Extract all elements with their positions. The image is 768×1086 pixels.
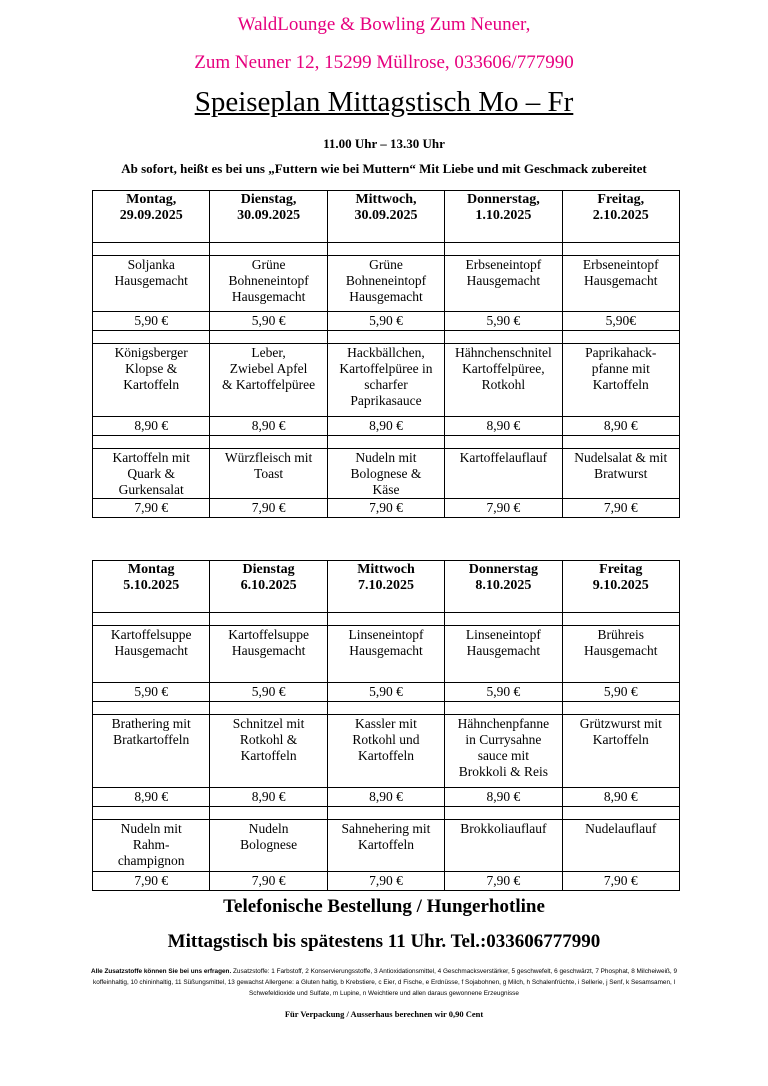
dish-row: [93, 344, 680, 417]
dish-line: Kartoffeln: [592, 377, 649, 392]
dish-line: Kartoffelpüree,: [462, 361, 545, 376]
dish-line: Nudelsalat & mit: [574, 450, 668, 465]
dish-cell: [93, 344, 210, 417]
day-date: 30.09.2025: [354, 208, 418, 223]
dish-line: Paprikasauce: [350, 393, 422, 408]
intro-text: Ab sofort, heißt es bei uns „Futtern wie bei Muttern“ Mit Liebe und mit Geschmack zubereitet: [121, 161, 647, 176]
dish-line: Würzfleisch mit: [224, 450, 313, 465]
dish-line: Hausgemacht: [349, 643, 423, 658]
spacer-row: [93, 436, 680, 449]
dish-line: Hähnchenschnitel: [455, 345, 552, 360]
spacer-cell: [210, 243, 327, 256]
dish-line: Hausgemacht: [114, 273, 188, 288]
price-cell: 8,90 €: [445, 417, 562, 436]
dish-row: [93, 256, 680, 312]
day-header-cell: [93, 561, 210, 613]
price-cell: 7,90 €: [93, 872, 210, 891]
spacer-cell: [562, 331, 679, 344]
dish-line: Kartoffeln: [357, 748, 414, 763]
spacer-cell: [210, 807, 327, 820]
day-date: 9.10.2025: [592, 578, 649, 593]
dish-cell: [327, 344, 444, 417]
restaurant-name: WaldLounge & Bowling Zum Neuner,: [237, 14, 531, 35]
price-cell: 8,90 €: [327, 417, 444, 436]
dish-cell: [210, 715, 327, 788]
day-date: 30.09.2025: [237, 208, 301, 223]
spacer-cell: [210, 331, 327, 344]
dish-cell: [327, 256, 444, 312]
day-header-cell: [210, 191, 327, 243]
price-row: [93, 499, 680, 518]
day-date: 5.10.2025: [123, 578, 180, 593]
price-cell: 5,90€: [562, 312, 679, 331]
spacer-cell: [445, 243, 562, 256]
dish-line: Nudelauflauf: [585, 821, 657, 836]
day-name: Montag,: [126, 192, 177, 207]
day-header-row: [93, 191, 680, 243]
day-header-cell: [562, 561, 679, 613]
spacer-row: [93, 807, 680, 820]
dish-row: [93, 449, 680, 499]
spacer-row: [93, 613, 680, 626]
price-row: [93, 417, 680, 436]
spacer-cell: [210, 613, 327, 626]
dish-line: Hausgemacht: [231, 643, 306, 658]
dish-line: Käse: [372, 482, 400, 497]
dish-line: champignon: [117, 853, 185, 868]
dish-line: Linseneintopf: [348, 627, 424, 642]
dish-line: scharfer: [364, 377, 408, 392]
dish-line: Hausgemacht: [231, 289, 306, 304]
dish-cell: [562, 820, 679, 872]
day-name: Dienstag: [242, 562, 295, 577]
dish-line: Rotkohl und: [352, 732, 420, 747]
dish-line: Grüne: [251, 257, 286, 272]
dish-cell: [210, 256, 327, 312]
dish-cell: [93, 626, 210, 683]
day-date: 7.10.2025: [357, 578, 414, 593]
dish-line: Brathering mit: [111, 716, 191, 731]
dish-line: Grützwurst mit: [579, 716, 662, 731]
spacer-cell: [562, 807, 679, 820]
price-cell: 7,90 €: [445, 872, 562, 891]
dish-line: Rahm-: [132, 837, 170, 852]
spacer-cell: [445, 613, 562, 626]
spacer-cell: [327, 436, 444, 449]
price-cell: 8,90 €: [562, 788, 679, 807]
day-date: 2.10.2025: [592, 208, 649, 223]
spacer-cell: [93, 436, 210, 449]
price-cell: 7,90 €: [562, 872, 679, 891]
dish-line: Bohneneintopf: [228, 273, 309, 288]
dish-cell: [562, 715, 679, 788]
dish-line: Brühreis: [597, 627, 645, 642]
dish-line: Sahnehering mit: [341, 821, 431, 836]
dish-line: Bratwurst: [594, 466, 648, 481]
price-cell: 8,90 €: [93, 417, 210, 436]
dish-row: [93, 626, 680, 683]
price-cell: 5,90 €: [562, 683, 679, 702]
spacer-cell: [562, 613, 679, 626]
packaging-note: Für Verpackung / Ausserhaus berechnen wir 0,90 Cent: [284, 1009, 484, 1019]
dish-line: Bolognese &: [350, 466, 422, 481]
dish-cell: [327, 626, 444, 683]
day-name: Donnerstag,: [467, 192, 540, 207]
price-cell: 7,90 €: [210, 499, 327, 518]
price-cell: 8,90 €: [93, 788, 210, 807]
dish-line: Paprikahack-: [585, 345, 657, 360]
price-cell: 5,90 €: [210, 683, 327, 702]
dish-line: Hausgemacht: [349, 289, 423, 304]
dish-line: Toast: [254, 466, 284, 481]
dish-line: Kartoffeln: [357, 837, 414, 852]
day-name: Freitag: [599, 562, 643, 577]
spacer-cell: [93, 702, 210, 715]
spacer-cell: [327, 702, 444, 715]
spacer-cell: [562, 702, 679, 715]
dish-line: Kartoffelauflauf: [459, 450, 548, 465]
price-row: [93, 683, 680, 702]
price-cell: 8,90 €: [445, 788, 562, 807]
dish-line: Rotkohl: [481, 377, 526, 392]
dish-line: Nudeln mit: [355, 450, 417, 465]
dish-line: Hausgemacht: [584, 273, 658, 288]
dish-cell: [562, 626, 679, 683]
day-name: Montag: [127, 562, 175, 577]
spacer-cell: [93, 613, 210, 626]
price-cell: 7,90 €: [327, 499, 444, 518]
spacer-cell: [210, 436, 327, 449]
dish-line: Rotkohl &: [239, 732, 298, 747]
dish-line: Nudeln mit: [120, 821, 182, 836]
deadline-phone-line: Mittagstisch bis spätestens 11 Uhr. Tel.:033606777990: [167, 931, 601, 952]
dish-line: Bratkartoffeln: [113, 732, 190, 747]
day-date: 1.10.2025: [475, 208, 532, 223]
price-cell: 7,90 €: [327, 872, 444, 891]
day-header-cell: [327, 191, 444, 243]
day-header-row: [93, 561, 680, 613]
dish-line: Kartoffelsuppe: [228, 627, 309, 642]
price-cell: 8,90 €: [210, 417, 327, 436]
dish-cell: [210, 626, 327, 683]
price-cell: 5,90 €: [93, 683, 210, 702]
day-header-cell: [562, 191, 679, 243]
dish-line: Kartoffelsuppe: [110, 627, 192, 642]
day-name: Dienstag,: [240, 192, 297, 207]
dish-line: Bolognese: [240, 837, 298, 852]
dish-line: Kartoffeln mit: [112, 450, 190, 465]
day-name: Mittwoch: [357, 562, 415, 577]
dish-cell: [93, 256, 210, 312]
day-header-cell: [210, 561, 327, 613]
spacer-row: [93, 702, 680, 715]
price-cell: 5,90 €: [93, 312, 210, 331]
dish-line: Leber,: [251, 345, 286, 360]
dish-line: Quark &: [127, 466, 175, 481]
price-row: [93, 872, 680, 891]
dish-line: Kartoffeln: [123, 377, 180, 392]
day-date: 29.09.2025: [119, 208, 183, 223]
spacer-cell: [562, 243, 679, 256]
dish-line: Soljanka: [127, 257, 175, 272]
dish-line: Hähnchenpfanne: [457, 716, 550, 731]
dish-line: Schnitzel mit: [232, 716, 305, 731]
price-cell: 5,90 €: [445, 683, 562, 702]
dish-cell: [327, 820, 444, 872]
dish-line: Hausgemacht: [584, 643, 658, 658]
spacer-cell: [445, 436, 562, 449]
dish-cell: [93, 449, 210, 499]
dish-cell: [210, 449, 327, 499]
day-name: Donnerstag: [468, 562, 538, 577]
price-cell: 8,90 €: [327, 788, 444, 807]
day-header-cell: [93, 191, 210, 243]
dish-cell: [210, 820, 327, 872]
spacer-cell: [93, 331, 210, 344]
dish-line: Linseneintopf: [465, 627, 541, 642]
spacer-cell: [562, 436, 679, 449]
dish-cell: [562, 449, 679, 499]
day-date: 6.10.2025: [240, 578, 297, 593]
day-name: Mittwoch,: [355, 192, 417, 207]
spacer-row: [93, 331, 680, 344]
dish-line: Kassler mit: [355, 716, 417, 731]
additives-intro: Alle Zusatzstoffe können Sie bei uns erfragen.: [90, 968, 232, 975]
price-cell: 5,90 €: [445, 312, 562, 331]
price-cell: 7,90 €: [93, 499, 210, 518]
dish-line: & Kartoffelpüree: [222, 377, 316, 392]
dish-cell: [327, 449, 444, 499]
dish-line: Hackbällchen,: [347, 345, 425, 360]
day-date: 8.10.2025: [475, 578, 532, 593]
page-title: Speiseplan Mittagstisch Mo – Fr: [194, 86, 574, 118]
dish-line: Hausgemacht: [466, 643, 541, 658]
dish-line: Königsberger: [114, 345, 188, 360]
spacer-cell: [327, 807, 444, 820]
day-header-cell: [445, 561, 562, 613]
price-cell: 5,90 €: [327, 683, 444, 702]
additives-list: Zusatzstoffe: 1 Farbstoff, 2 Konservierungsstoffe, 3 Antioxidationsmittel, 4 Geschmacksverstärker, 5 geschwefelt, 6 geschwärzt, 7 Phosphat, 8 Milcheiweiß, 9 koffeinhaltig, 10 chininhaltig, 11 Süßungsmittel, 13 gewachst Allergene: a Gluten haltig, b Krebstiere, c Eier, d Fische, e Erdnüsse, f Sojabohnen, g Milch, h Schalenfrüchte, i Sellerie, j Senf, k Sesamsamen, l Schwefeldioxide und Sulfate, m Lupine, n Weichtiere und allen daraus gewonnene Erzeugnisse: [93, 968, 678, 997]
additives-note: [90, 966, 678, 999]
spacer-cell: [327, 331, 444, 344]
spacer-cell: [445, 807, 562, 820]
dish-line: Kartoffelpüree in: [339, 361, 433, 376]
day-header-cell: [327, 561, 444, 613]
dish-cell: [445, 344, 562, 417]
menu-table-week-2: [92, 560, 680, 891]
dish-line: Kartoffeln: [592, 732, 649, 747]
dish-row: [93, 715, 680, 788]
price-row: [93, 312, 680, 331]
spacer-cell: [327, 243, 444, 256]
dish-line: Brokkoliauflauf: [460, 821, 547, 836]
dish-line: Zwiebel Apfel: [229, 361, 308, 376]
spacer-cell: [445, 331, 562, 344]
dish-cell: [445, 626, 562, 683]
dish-cell: [445, 715, 562, 788]
day-header-cell: [445, 191, 562, 243]
dish-line: Hausgemacht: [114, 643, 188, 658]
dish-cell: [562, 256, 679, 312]
dish-line: Erbseneintopf: [465, 257, 542, 272]
order-hotline-line: Telefonische Bestellung / Hungerhotline: [223, 896, 545, 917]
spacer-cell: [327, 613, 444, 626]
dish-line: Hausgemacht: [466, 273, 541, 288]
price-cell: 8,90 €: [210, 788, 327, 807]
dish-cell: [93, 820, 210, 872]
dish-line: in Currysahne: [465, 732, 542, 747]
price-cell: 5,90 €: [210, 312, 327, 331]
dish-line: Nudeln: [248, 821, 289, 836]
dish-row: [93, 820, 680, 872]
spacer-cell: [93, 243, 210, 256]
dish-line: pfanne mit: [591, 361, 650, 376]
menu-table-week-1: [92, 190, 680, 518]
dish-line: Erbseneintopf: [582, 257, 659, 272]
dish-line: Gurkensalat: [118, 482, 184, 497]
price-cell: 7,90 €: [562, 499, 679, 518]
price-cell: 8,90 €: [562, 417, 679, 436]
dish-cell: [210, 344, 327, 417]
dish-line: Bohneneintopf: [345, 273, 427, 288]
price-cell: 7,90 €: [210, 872, 327, 891]
dish-cell: [445, 820, 562, 872]
dish-cell: [327, 715, 444, 788]
dish-cell: [445, 256, 562, 312]
dish-line: Brokkoli & Reis: [458, 764, 548, 779]
dish-cell: [445, 449, 562, 499]
day-name: Freitag,: [597, 192, 645, 207]
dish-line: Kartoffeln: [240, 748, 297, 763]
dish-line: Grüne: [369, 257, 403, 272]
price-cell: 5,90 €: [327, 312, 444, 331]
price-cell: 7,90 €: [445, 499, 562, 518]
dish-cell: [93, 715, 210, 788]
dish-line: sauce mit: [477, 748, 530, 763]
dish-cell: [562, 344, 679, 417]
spacer-cell: [210, 702, 327, 715]
price-row: [93, 788, 680, 807]
spacer-row: [93, 243, 680, 256]
spacer-cell: [445, 702, 562, 715]
restaurant-address: Zum Neuner 12, 15299 Müllrose, 033606/777990: [194, 52, 574, 73]
opening-hours: 11.00 Uhr – 13.30 Uhr: [323, 136, 445, 151]
spacer-cell: [93, 807, 210, 820]
dish-line: Klopse &: [125, 361, 178, 376]
